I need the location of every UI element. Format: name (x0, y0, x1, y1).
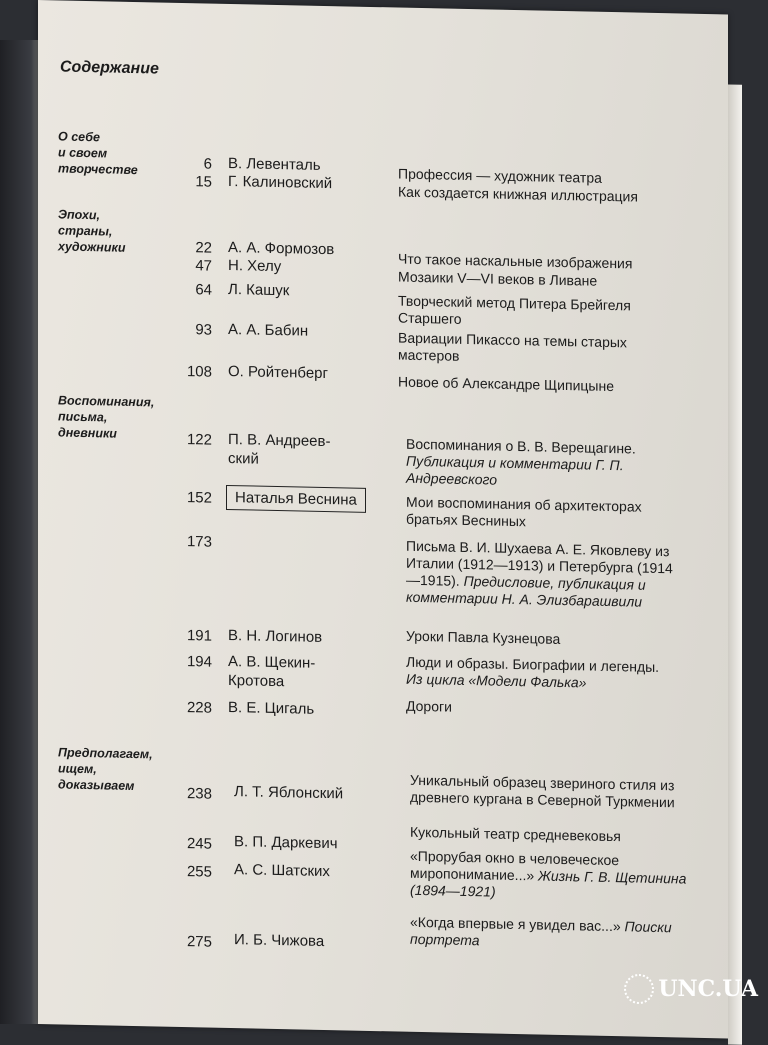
watermark-text: UNC.UA (658, 976, 758, 1002)
section-heading: Эпохи, страны, художники (58, 207, 126, 255)
page-number: 64 (195, 281, 212, 299)
page-number: 194 (186, 653, 212, 671)
entry-title: Что такое наскальные изображения (398, 250, 633, 272)
entry-title: Мои воспоминания об архитекторах братьях Весниных (406, 493, 642, 530)
author: Л. Кашук (228, 280, 290, 300)
entry-title: Мозаики V—VI веков в Ливане (398, 268, 598, 289)
book-page (38, 0, 728, 1038)
author: Н. Хелу (228, 256, 282, 276)
page-number: 108 (186, 363, 212, 381)
entry-title: Новое об Александре Щипицыне (398, 373, 615, 395)
watermark-logo (624, 974, 758, 1004)
page-number: 245 (186, 835, 212, 853)
author: А. С. Шатских (234, 861, 330, 881)
page-number: 93 (195, 321, 212, 339)
entry-title: Уроки Павла Кузнецова (406, 627, 561, 647)
contents-title: Содержание (60, 58, 159, 78)
page-number: 47 (195, 257, 212, 275)
entry-title: Кукольный театр средневековья (410, 823, 621, 845)
author: В. Е. Цигаль (228, 698, 315, 718)
page-number: 22 (195, 239, 212, 257)
page-edge (728, 84, 742, 1044)
entry-title: Творческий метод Питера Брейгеля Старшего (398, 292, 631, 327)
entry-title: Как создается книжная иллюстрация (398, 183, 638, 205)
entry-title: «Прорубая окно в человеческое миропонимание...» Жизнь Г. В. Щетинина (1894—1921) (410, 847, 687, 900)
author: И. Б. Чижова (234, 931, 325, 950)
author: А. В. Щекин- Кротова (228, 652, 316, 691)
page-number: 191 (186, 627, 212, 645)
section-heading: О себе и своем творчестве (58, 129, 138, 178)
entry-title: Профессия — художник театра (398, 165, 602, 186)
page-number: 152 (186, 489, 212, 507)
author: В. Левенталь (228, 154, 321, 174)
page-number: 122 (186, 431, 212, 449)
entry-title: Дороги (406, 697, 452, 715)
entry-title: «Когда впервые я увидел вас...» Поиски портрета (410, 913, 672, 949)
author: Г. Калиновский (228, 172, 333, 193)
page-number: 238 (186, 785, 212, 803)
page-number: 15 (195, 173, 212, 191)
author: О. Ройтенберг (228, 362, 328, 383)
entry-title: Воспоминания о В. В. Верещагине. Публикация и комментарии Г. П. Андреевского (406, 435, 636, 488)
page-number: 275 (186, 933, 212, 951)
sun-icon (624, 974, 654, 1004)
author-boxed: Наталья Веснина (226, 485, 366, 513)
entry-title: Уникальный образец звериного стиля из древнего кургана в Северной Туркмении (410, 771, 675, 811)
entry-title: Вариации Пикассо на темы старых мастеров (398, 329, 627, 364)
page-number: 173 (186, 533, 212, 551)
section-heading: Предполагаем, ищем, доказываем (58, 745, 153, 794)
author: А. А. Формозов (228, 238, 335, 259)
author: Л. Т. Яблонский (234, 783, 344, 803)
page-number: 255 (186, 863, 212, 881)
author: В. Н. Логинов (228, 626, 323, 646)
author: П. В. Андреев- ский (228, 430, 331, 468)
section-heading: Воспоминания, письма, дневники (58, 393, 155, 441)
author: А. А. Бабин (228, 320, 309, 340)
entry-title: Письма В. И. Шухаева А. Е. Яковлеву из Италии (1912—1913) и Петербурга (1914—1915). Предисловие, публикация и комментарии Н. А. Элизбарашвили (406, 537, 673, 610)
author: В. П. Даркевич (234, 833, 338, 853)
page-number: 6 (203, 155, 212, 173)
page-number: 228 (186, 699, 212, 717)
entry-title: Люди и образы. Биографии и легенды. Из цикла «Модели Фалька» (406, 653, 660, 691)
